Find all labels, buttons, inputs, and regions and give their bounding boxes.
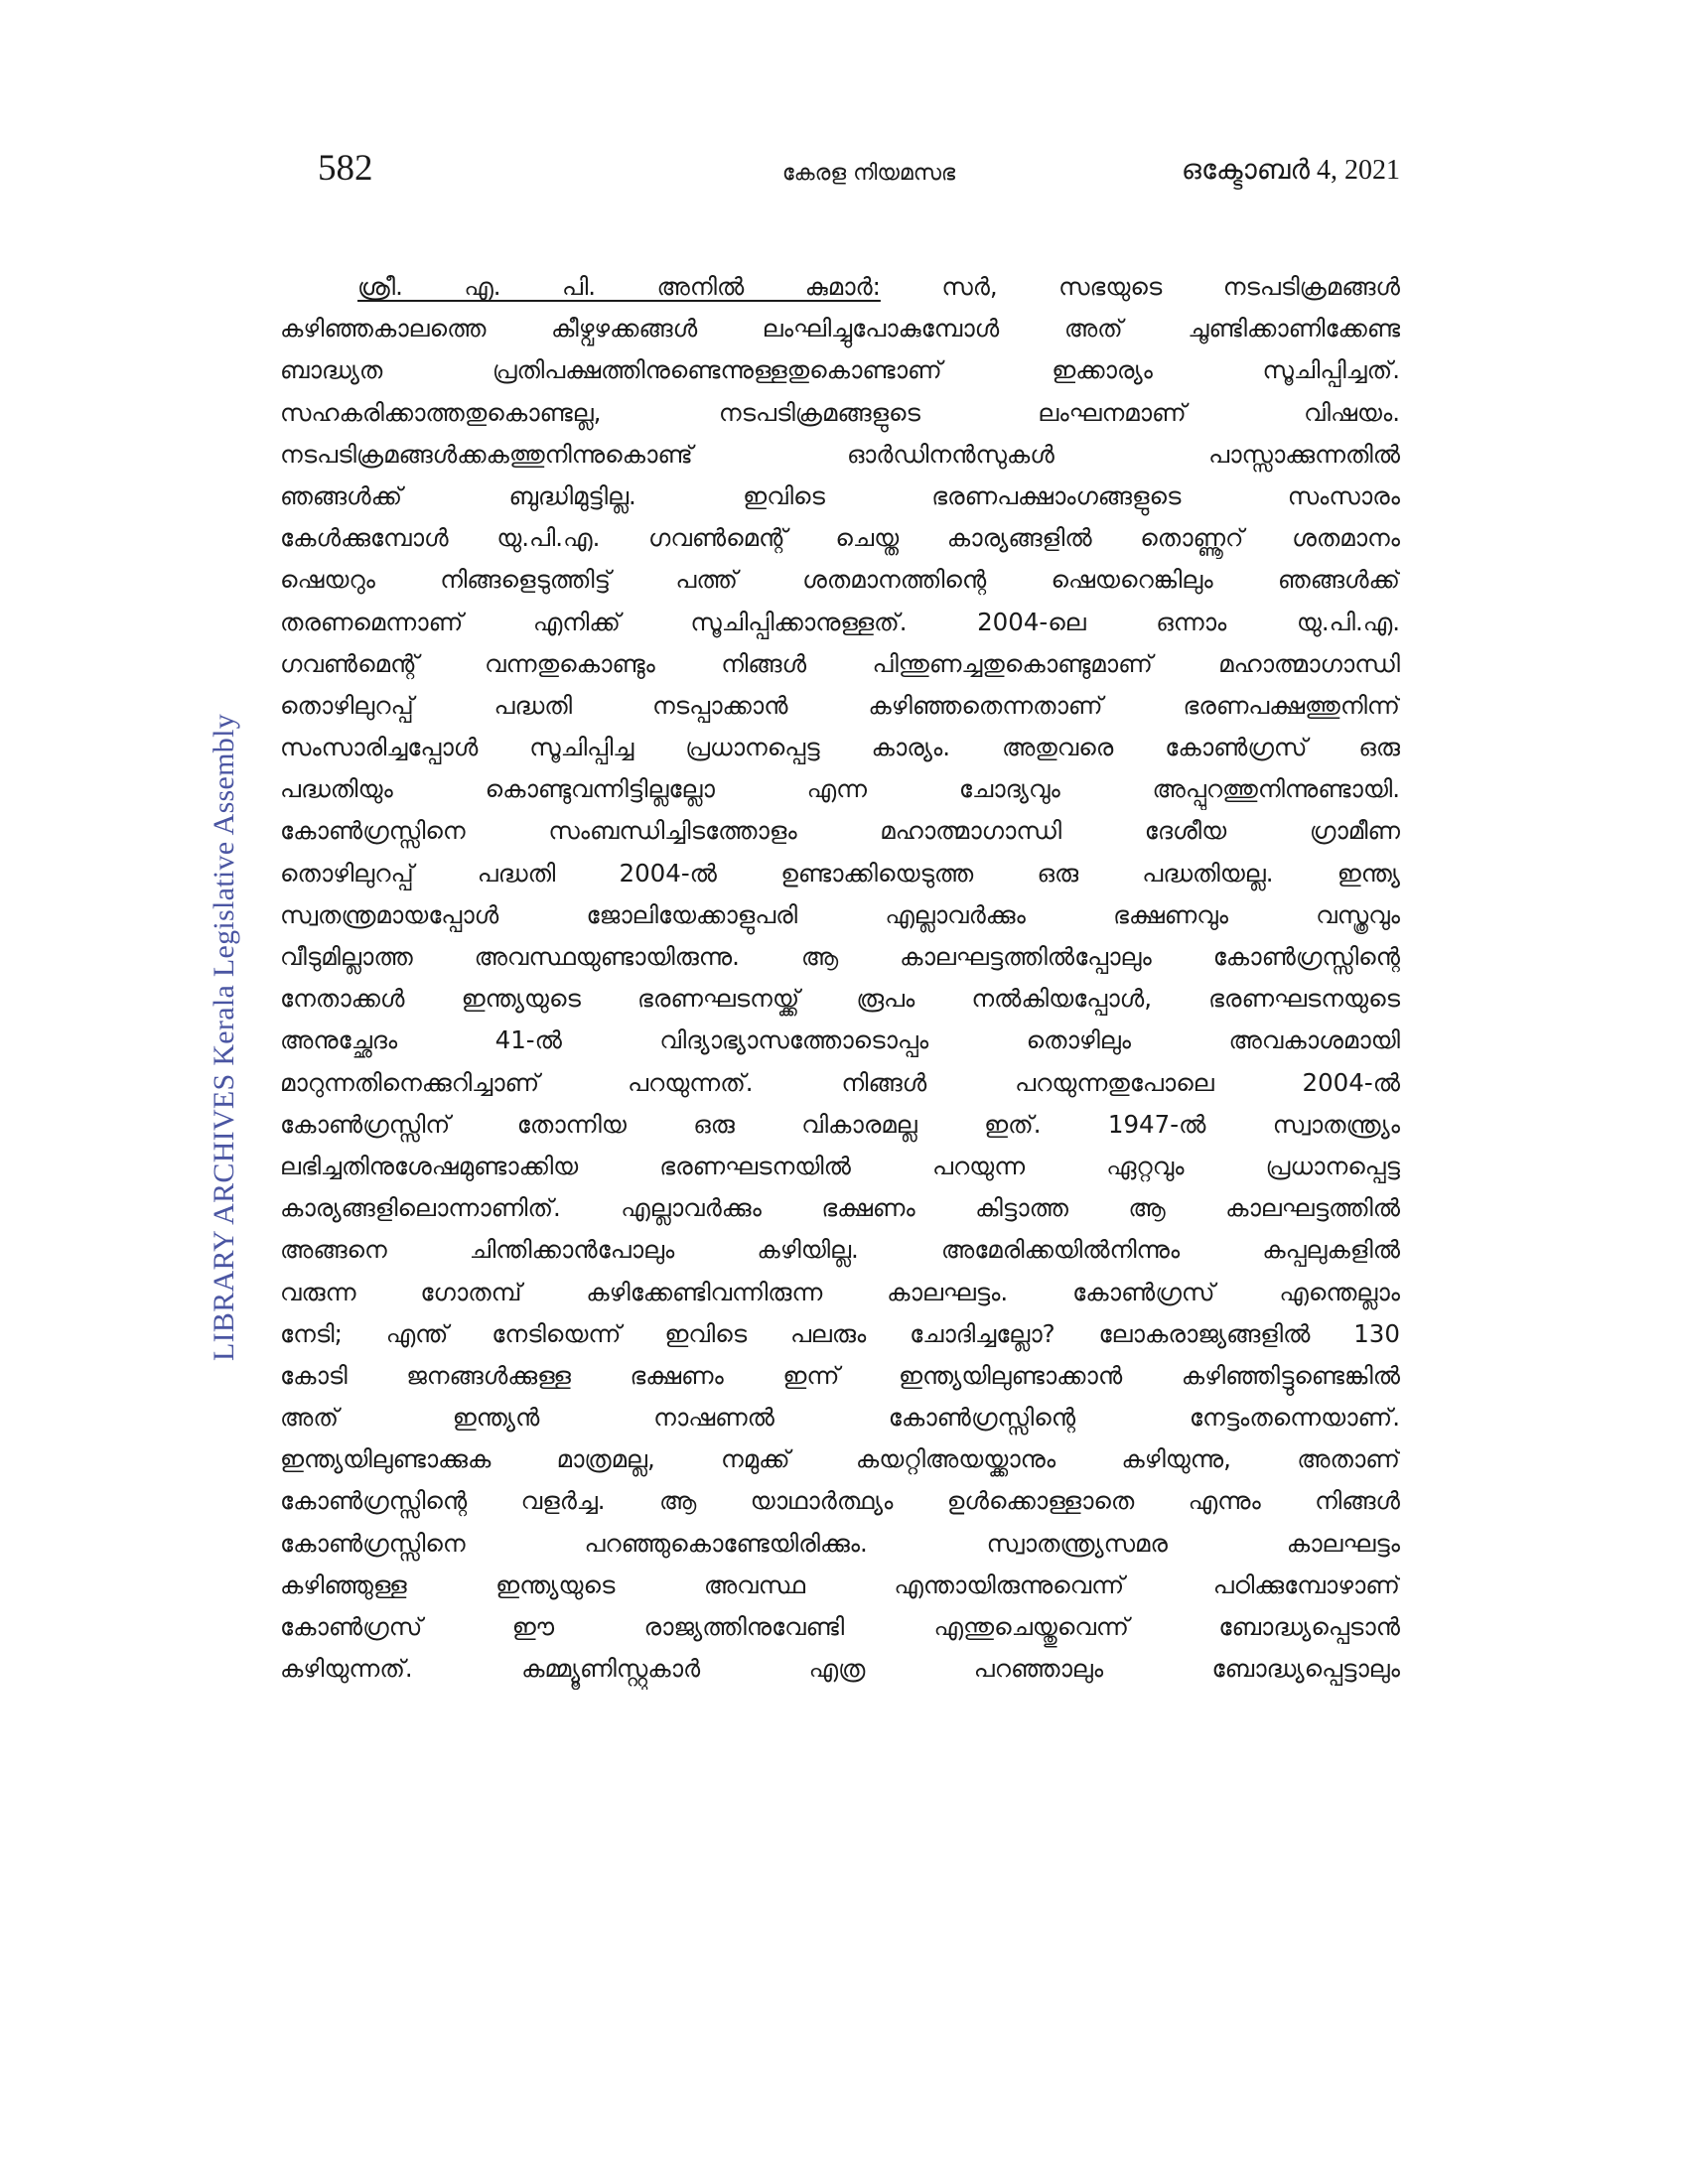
text-line: ബാദ്ധ്യത പ്രതിപക്ഷത്തിനുണ്ടെന്നുള്ളതുകൊണ്ടാണ് ഇക്കാര്യം സൂചിപ്പിച്ചത്. [280,355,1400,385]
text-line: തൊഴിലുറപ്പ് പദ്ധതി നടപ്പാക്കാൻ കഴിഞ്ഞതെന്നതാണ് ഭരണപക്ഷത്തുനിന്ന് [280,690,1400,720]
text-line: തരണമെന്നാണ് എനിക്ക് സൂചിപ്പിക്കാനുള്ളത്. 2004-ലെ ഒന്നാം യു.പി.എ. [280,607,1400,636]
text-line: അത് ഇന്ത്യൻ നാഷണൽ കോൺഗ്രസ്സിന്റെ നേട്ടംതന്നെയാണ്. [280,1403,1400,1433]
text-line: സഹകരിക്കാത്തതുകൊണ്ടല്ല, നടപടിക്രമങ്ങളുടെ ലംഘനമാണ് വിഷയം. [280,397,1400,427]
text-line: കോൺഗ്രസ്സിന്റെ വളർച്ച. ആ യാഥാർത്ഥ്യം ഉൾക്കൊള്ളാതെ എന്നും നിങ്ങൾ [280,1486,1400,1516]
page-header [318,147,1400,206]
text-line: കോൺഗ്രസ്സിന് തോന്നിയ ഒരു വികാരമല്ല ഇത്. 1947-ൽ സ്വാതന്ത്ര്യം [280,1109,1400,1139]
text-line: തൊഴിലുറപ്പ് പദ്ധതി 2004-ൽ ഉണ്ടാക്കിയെടുത്ത ഒരു പദ്ധതിയല്ല. ഇന്ത്യ [280,858,1400,887]
text-line: നേതാക്കൾ ഇന്ത്യയുടെ ഭരണഘടനയ്ക്ക് രൂപം നൽകിയപ്പോൾ, ഭരണഘടനയുടെ [280,984,1400,1014]
speaker-name: ശ്രീ. എ. പി. അനിൽ കുമാർ: [357,272,881,301]
text-line: കോൺഗ്രസ്സിനെ പറഞ്ഞുകൊണ്ടേയിരിക്കും. സ്വാതന്ത്ര്യസമര കാലഘട്ടം [280,1528,1400,1558]
text-line: അങ്ങനെ ചിന്തിക്കാൻപോലും കഴിയില്ല. അമേരിക്കയിൽനിന്നും കപ്പലുകളിൽ [280,1235,1400,1265]
text-line: കഴിഞ്ഞുള്ള ഇന്ത്യയുടെ അവസ്ഥ എന്തായിരുന്നുവെന്ന് പഠിക്കുമ്പോഴാണ് [280,1570,1400,1599]
text-line: അനുച്ഛേദം 41-ൽ വിദ്യാഭ്യാസത്തോടൊപ്പം തൊഴിലും അവകാശമായി [280,1025,1400,1055]
text-line: പദ്ധതിയും കൊണ്ടുവന്നിട്ടില്ലല്ലോ എന്ന ചോദ്യവും അപ്പുറത്തുനിന്നുണ്ടായി. [280,774,1400,804]
archive-watermark: LIBRARY ARCHIVES Kerala Legislative Assembly [208,713,240,1362]
page-number: 582 [318,148,373,189]
text-line: കോൺഗ്രസ് ഈ രാജ്യത്തിനുവേണ്ടി എന്തുചെയ്തുവെന്ന് ബോദ്ധ്യപ്പെടാൻ [280,1612,1400,1641]
text-line: കോടി ജനങ്ങൾക്കുള്ള ഭക്ഷണം ഇന്ന് ഇന്ത്യയിലുണ്ടാക്കാൻ കഴിഞ്ഞിട്ടുണ്ടെങ്കിൽ [280,1360,1400,1390]
text-line: മാറുന്നതിനെക്കുറിച്ചാണ് പറയുന്നത്. നിങ്ങൾ പറയുന്നതുപോലെ 2004-ൽ [280,1067,1400,1097]
text-line: നേടി; എന്ത് നേടിയെന്ന് ഇവിടെ പലരും ചോദിച്ചല്ലോ? ലോകരാജ്യങ്ങളിൽ 130 [280,1318,1400,1348]
text-line: വീടുമില്ലാത്ത അവസ്ഥയുണ്ടായിരുന്നു. ആ കാലഘട്ടത്തിൽപ്പോലും കോൺഗ്രസ്സിന്റെ [280,942,1400,971]
text-line: ഇന്ത്യയിലുണ്ടാക്കുക മാത്രമല്ല, നമുക്ക് കയറ്റിഅയയ്ക്കാനും കഴിയുന്നു, അതാണ് [280,1444,1400,1474]
text-line: കാര്യങ്ങളിലൊന്നാണിത്. എല്ലാവർക്കും ഭക്ഷണം കിട്ടാത്ത ആ കാലഘട്ടത്തിൽ [280,1193,1400,1223]
text-line: ലഭിച്ചതിനുശേഷമുണ്ടാക്കിയ ഭരണഘടനയിൽ പറയുന്ന ഏറ്റവും പ്രധാനപ്പെട്ട [280,1151,1400,1180]
text-line: നടപടിക്രമങ്ങൾക്കകത്തുനിന്നുകൊണ്ട് ഓർഡിനൻസുകൾ പാസ്സാക്കുന്നതിൽ [280,439,1400,469]
text-line: കഴിയുന്നത്. കമ്മ്യൂണിസ്റ്റുകാർ എത്ര പറഞ്ഞാലും ബോദ്ധ്യപ്പെട്ടാലും [280,1654,1400,1684]
text-line: കേൾക്കുമ്പോൾ യു.പി.എ. ഗവൺമെന്റ് ചെയ്ത കാര്യങ്ങളിൽ തൊണ്ണൂറ് ശതമാനം [280,523,1400,553]
text-line: സ്വതന്ത്രമായപ്പോൾ ജോലിയേക്കാളുപരി എല്ലാവർക്കും ഭക്ഷണവും വസ്ത്രവും [280,899,1400,929]
text-line: കഴിഞ്ഞകാലത്തെ കീഴ്വഴക്കങ്ങൾ ലംഘിച്ചുപോകുമ്പോൾ അത് ചൂണ്ടിക്കാണിക്കേണ്ട [280,314,1400,343]
text-line [280,266,1400,308]
text-line: ഗവൺമെന്റ് വന്നതുകൊണ്ടും നിങ്ങൾ പിന്തുണച്ചതുകൊണ്ടുമാണ് മഹാത്മാഗാന്ധി [280,648,1400,678]
header-title: കേരള നിയമസഭ [781,161,956,186]
text-line: കോൺഗ്രസ്സിനെ സംബന്ധിച്ചിടത്തോളം മഹാത്മാഗാന്ധി ദേശീയ ഗ്രാമീണ [280,816,1400,846]
text-line: സംസാരിച്ചപ്പോൾ സൂചിപ്പിച്ച പ്രധാനപ്പെട്ട കാര്യം. അതുവരെ കോൺഗ്രസ് ഒരു [280,733,1400,762]
speech-body [280,266,1400,1690]
header-date: ഒക്ടോബർ 4, 2021 [1181,155,1400,186]
line-text: സർ, സഭയുടെ നടപടിക്രമങ്ങൾ [880,272,1400,301]
text-line: വരുന്ന ഗോതമ്പ് കഴിക്കേണ്ടിവന്നിരുന്ന കാലഘട്ടം. കോൺഗ്രസ് എന്തെല്ലാം [280,1277,1400,1306]
text-line: ഞങ്ങൾക്ക് ബുദ്ധിമുട്ടില്ല. ഇവിടെ ഭരണപക്ഷാംഗങ്ങളുടെ സംസാരം [280,480,1400,510]
text-line: ഷെയറും നിങ്ങളെടുത്തിട്ട് പത്ത് ശതമാനത്തിന്റെ ഷെയറെങ്കിലും ഞങ്ങൾക്ക് [280,565,1400,595]
